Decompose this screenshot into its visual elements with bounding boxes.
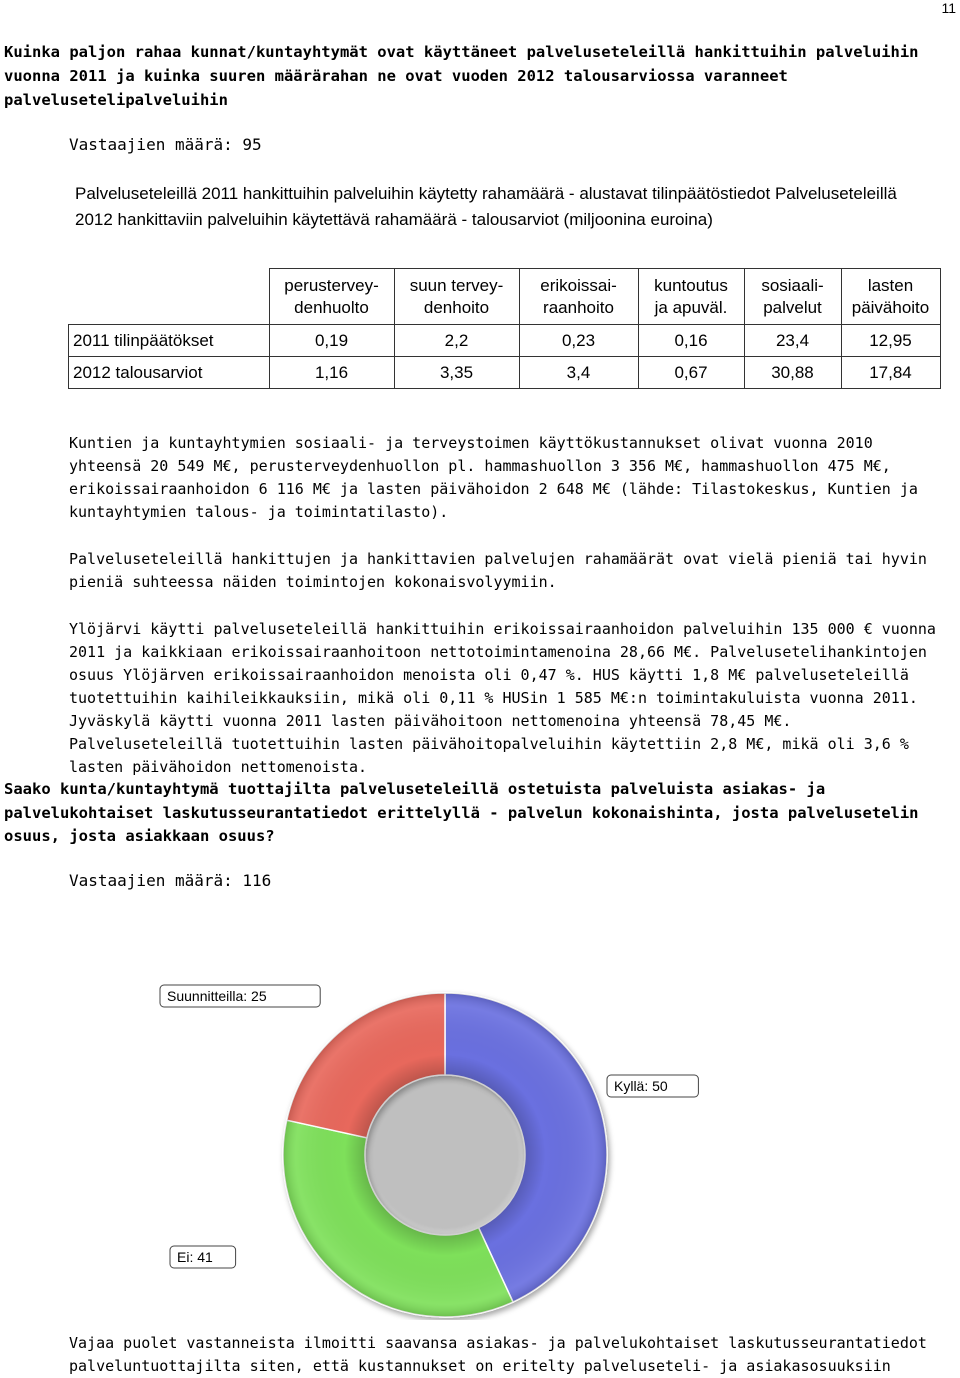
- question-2-respondent-count: Vastaajien määrä: 116: [69, 871, 272, 890]
- page-number: 11: [941, 0, 956, 16]
- column-header: lasten päivähoito: [841, 269, 940, 325]
- paragraph-summary: Palveluseteleillä hankittujen ja hankittavien palvelujen rahamäärät ovat vielä pieniä tai hyvin pieniä suhteessa näiden toimintojen kokonaisvolyymiin.: [69, 550, 927, 591]
- question-2-title: Saako kunta/kuntayhtymä tuottajilta palveluseteleillä ostetuista palveluista asiakas- ja palvelukohtaiset laskutusseurantatiedot erittelyllä - palvelun kokonaishinta, josta palvelusetelin osuus, josta asiakkaan osuus?: [4, 780, 919, 845]
- table-cell: 17,84: [841, 357, 940, 389]
- table-row: [69, 357, 941, 389]
- table-cell: 3,4: [519, 357, 638, 389]
- donut-chart: [155, 960, 755, 1320]
- donut-shading: [283, 993, 607, 1317]
- table-cell: 3,35: [394, 357, 519, 389]
- row-label: 2011 tilinpäätökset: [69, 325, 270, 357]
- table-cell: 30,88: [744, 357, 841, 389]
- question-1-respondent-count: Vastaajien määrä: 95: [69, 135, 262, 154]
- paragraph-examples: Ylöjärvi käytti palveluseteleillä hankittuihin erikoissairaanhoidon palveluihin 135 000 € vuonna 2011 ja kaikkiaan erikoissairaanhoitoon nettotoimintamenoina 28,66 M€. Palvelusetelihankintojen osuus Ylöjärven erikoissairaanhoidon menoista oli 0,47 %. HUS käytti 1,8 M€ palveluseteleillä tuotettuihin kaihileikkauksiin, mikä oli 0,11 % HUSin 1 585 M€:n toimintakuluista vuonna 2011. Jyväskylä käytti vuonna 2011 lasten päivähoitoon nettomenoina yhteensä 78,45 M€. Palveluseteleillä tuotettuihin lasten päivähoitopalveluihin käytettiin 2,8 M€, mikä oli 3,6 % lasten päivähoidon nettomenoista.: [69, 620, 936, 776]
- svg-text:Kyllä: 50: Kyllä: 50: [614, 1078, 668, 1094]
- column-header: erikoissai- raanhoito: [519, 269, 638, 325]
- svg-text:Ei: 41: Ei: 41: [177, 1249, 213, 1265]
- spending-table: [68, 268, 941, 389]
- svg-text:Suunnitteilla: 25: Suunnitteilla: 25: [167, 988, 267, 1004]
- slice-label-suunnitteilla: [160, 985, 320, 1007]
- table-title: Palveluseteleillä 2011 hankittuihin palveluihin käytetty rahamäärä - alustavat tilinpäätöstiedot Palveluseteleillä 2012 hankittaviin palveluihin käytettävä rahamäärä - talousarviot (miljoonina euroina): [75, 184, 897, 229]
- table-cell: 2,2: [394, 325, 519, 357]
- table-cell: 0,23: [519, 325, 638, 357]
- row-label: 2012 talousarviot: [69, 357, 270, 389]
- paragraph-costs: Kuntien ja kuntayhtymien sosiaali- ja terveystoimen käyttökustannukset olivat vuonna 2010 yhteensä 20 549 M€, perusterveydenhuollon pl. hammashuollon 3 356 M€, hammashuollon 475 M€, erikoissairaanhoidon 6 116 M€ ja lasten päivähoidon 2 648 M€ (lähde: Tilastokeskus, Kuntien ja kuntayhtymien talous- ja toimintatilasto).: [69, 434, 918, 521]
- table-cell: 0,19: [269, 325, 394, 357]
- table-cell: 0,67: [638, 357, 744, 389]
- table-header-row: [69, 269, 941, 325]
- table-cell: 23,4: [744, 325, 841, 357]
- column-header: kuntoutus ja apuväl.: [638, 269, 744, 325]
- table-cell: 12,95: [841, 325, 940, 357]
- column-header: perustervey- denhuolto: [269, 269, 394, 325]
- slice-label-ei: [170, 1246, 236, 1268]
- table-row: [69, 325, 941, 357]
- column-header: sosiaali- palvelut: [744, 269, 841, 325]
- paragraph-conclusion: Vajaa puolet vastanneista ilmoitti saavansa asiakas- ja palvelukohtaiset laskutusseurantatiedot palveluntuottajilta siten, että kustannukset on eritelty palveluseteli- ja asiakasosuuksiin: [69, 1334, 927, 1375]
- column-header: suun tervey- denhoito: [394, 269, 519, 325]
- slice-label-kyllä: [607, 1075, 698, 1097]
- table-corner-cell: [69, 269, 270, 325]
- question-1-title: Kuinka paljon rahaa kunnat/kuntayhtymät ovat käyttäneet palveluseteleillä hankittuihin palveluihin vuonna 2011 ja kuinka suuren määrärahan ne ovat vuoden 2012 talousarviossa varanneet palvelusetelipalveluihin: [4, 43, 919, 109]
- table-cell: 1,16: [269, 357, 394, 389]
- table-cell: 0,16: [638, 325, 744, 357]
